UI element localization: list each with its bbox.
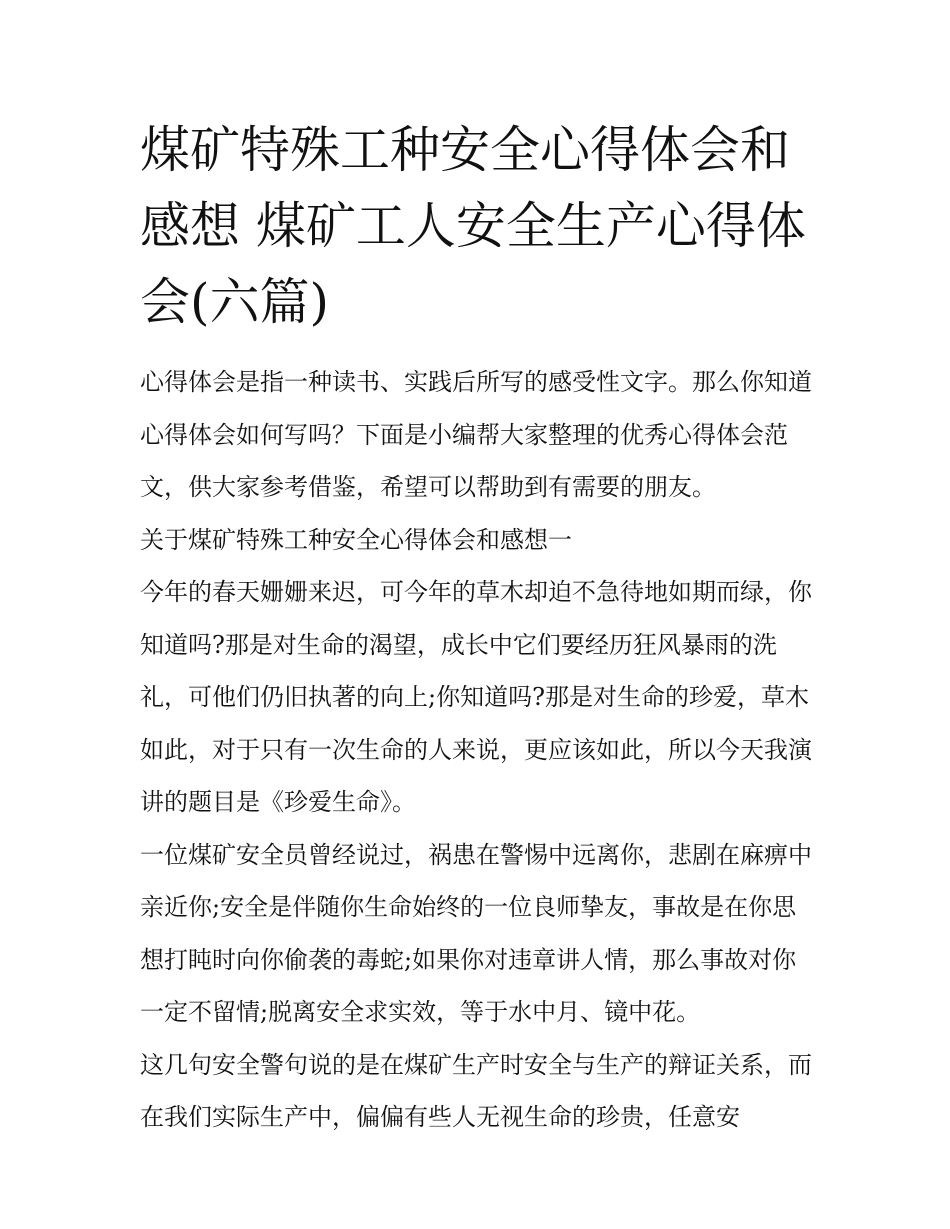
body-paragraph: 一位煤矿安全员曾经说过，祸患在警惕中远离你，悲剧在麻痹中亲近你;安全是伴随你生命始终的一位良师挚友，事故是在你思想打盹时向你偷袭的毒蛇;如果你对违章讲人情，那么事故对你一定不留情;脱离安全求实效，等于水中月、镜中花。 bbox=[140, 840, 812, 1026]
body-paragraph: 这几句安全警句说的是在煤矿生产时安全与生产的辩证关系，而在我们实际生产中，偏偏有些人无视生命的珍贵，任意安 bbox=[140, 1050, 812, 1131]
document-page bbox=[140, 112, 820, 1144]
section-heading: 关于煤矿特殊工种安全心得体会和感想一 bbox=[140, 525, 572, 554]
body-paragraph: 今年的春天姗姗来迟，可今年的草木却迫不急待地如期而绿，你知道吗?那是对生命的渴望，成长中它们要经历狂风暴雨的洗礼，可他们仍旧执著的向上;你知道吗?那是对生命的珍爱，草木如此，对于只有一次生命的人来说，更应该如此，所以今天我演讲的题目是《珍爱生命》。 bbox=[140, 578, 812, 816]
intro-paragraph: 心得体会是指一种读书、实践后所写的感受性文字。那么你知道心得体会如何写吗？下面是小编帮大家整理的优秀心得体会范文，供大家参考借鉴，希望可以帮助到有需要的朋友。 bbox=[140, 368, 812, 501]
document-body bbox=[140, 356, 820, 1144]
document-title: 煤矿特殊工种安全心得体会和感想 煤矿工人安全生产心得体会(六篇) bbox=[140, 121, 806, 331]
